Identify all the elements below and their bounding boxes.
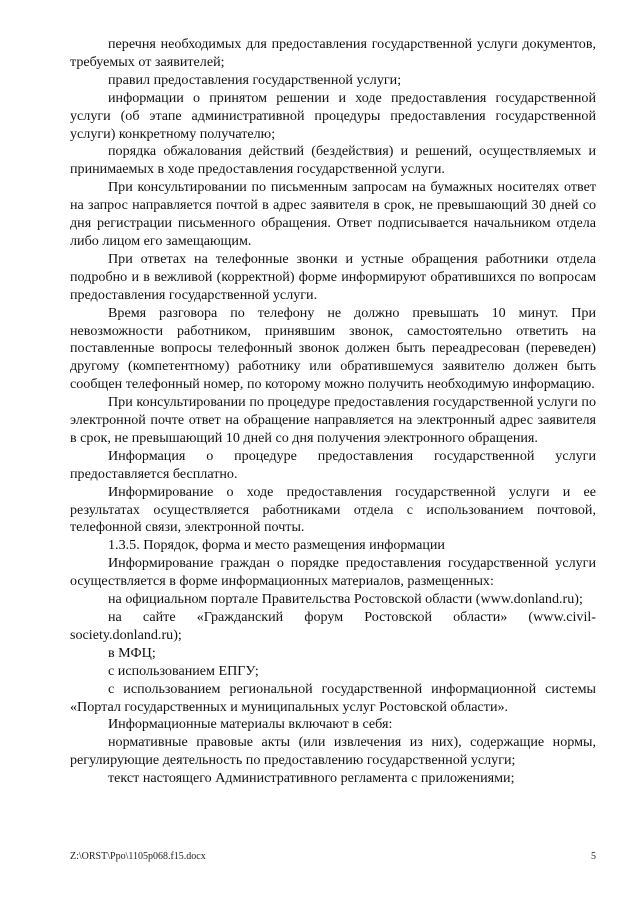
list-item: на официальном портале Правительства Ростовской области (www.donland.ru);	[108, 591, 583, 608]
paragraph: Информация о процедуре предоставления государственной услуги предоставляется бесплатно.	[70, 447, 596, 482]
list-item: с использованием ЕПГУ;	[108, 662, 259, 679]
paragraph: Информирование о ходе предоставления государственной услуги и ее результатах осуществляется работниками отдела с использованием почтовой, телефонной связи, электронной почты.	[70, 483, 596, 536]
paragraph: информации о принятом решении и ходе предоставления государственной услуги (об этапе административной процедуры предоставления государственной услуги) конкретному получателю;	[70, 89, 596, 142]
list-item: на сайте «Гражданский форум Ростовской области» (www.civil-society.donland.ru);	[70, 609, 596, 643]
document-body	[70, 36, 596, 788]
paragraph: правил предоставления государственной услуги;	[108, 71, 402, 88]
paragraph: Информирование граждан о порядке предоставления государственной услуги осуществляется в форме информационных материалов, размещенных:	[70, 555, 596, 590]
paragraph: При консультировании по письменным запросам на бумажных носителях ответ на запрос направляется почтой в адрес заявителя в срок, не превышающий 30 дней со дня регистрации письменного обращения. Ответ подписывается начальником отдела либо лицом его замещающим.	[70, 179, 596, 249]
list-item: с использованием региональной государственной информационной системы «Портал государственных и муниципальных услуг Ростовской области».	[70, 680, 596, 715]
list-item: в МФЦ;	[108, 644, 156, 661]
list-item: текст настоящего Административного регламента с приложениями;	[108, 770, 515, 787]
file-path: Z:\ORST\Ppo\1105p068.f15.docx	[70, 851, 206, 862]
paragraph: Время разговора по телефону не должно превышать 10 минут. При невозможности работником, принявшим звонок, самостоятельно ответить на поставленные вопросы телефонный звонок должен быть переадресован (переведен) другому (компетентному) работнику или обратившемуся заявителю должен быть сообщен телефонный номер, по которому можно получить необходимую информацию.	[70, 304, 596, 393]
paragraph: порядка обжалования действий (бездействия) и решений, осуществляемых и принимаемых в ходе предоставления государственной услуги.	[70, 143, 596, 178]
section-heading: 1.3.5. Порядок, форма и место размещения информации	[108, 537, 445, 554]
list-item: нормативные правовые акты (или извлечения из них), содержащие нормы, регулирующие деятельность по предоставлению государственной услуги;	[70, 734, 596, 769]
page-footer	[70, 851, 596, 865]
paragraph: Информационные материалы включают в себя:	[108, 716, 393, 733]
paragraph: При ответах на телефонные звонки и устные обращения работники отдела подробно и в вежливой (корректной) форме информируют обратившихся по вопросам предоставления государственной услуги.	[70, 250, 596, 303]
paragraph: перечня необходимых для предоставления государственной услуги документов, требуемых от заявителей;	[70, 36, 596, 70]
paragraph: При консультировании по процедуре предоставления государственной услуги по электронной почте ответ на обращение направляется на электронный адрес заявителя в срок, не превышающий 10 дней со дня получения электронного обращения.	[70, 394, 596, 446]
page-number: 5	[591, 851, 596, 862]
